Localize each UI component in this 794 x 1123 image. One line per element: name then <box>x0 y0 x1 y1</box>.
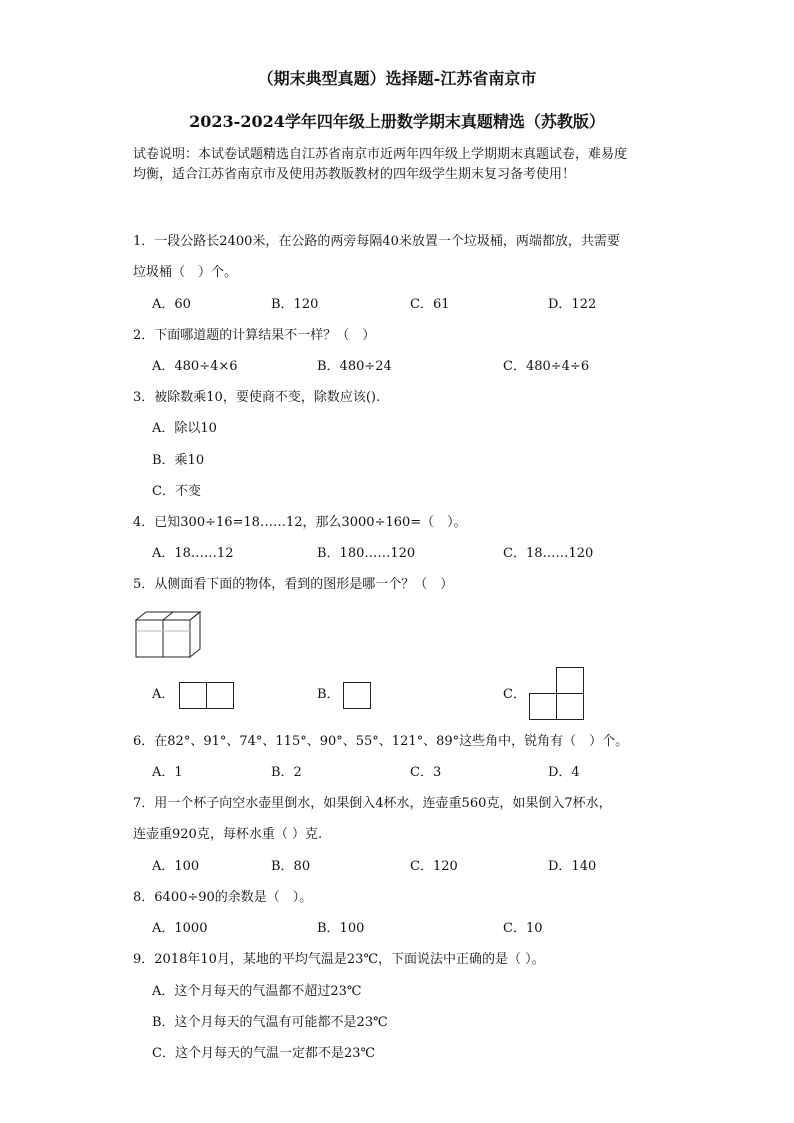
question-4-option-a: A．18……12 <box>152 546 234 561</box>
option-a-right-square <box>206 682 234 709</box>
question-5-option-c: C． <box>503 687 526 702</box>
question-3-stem: 3．被除数乘10，要使商不变，除数应该(). <box>133 390 381 405</box>
question-4-option-b: B．180……120 <box>317 546 416 561</box>
question-3-option-c: C．不变 <box>152 484 201 499</box>
question-7-option-a: A．100 <box>152 859 200 874</box>
question-1-option-d: D．122 <box>548 297 597 312</box>
question-7-stem-line1: 7．用一个杯子向空水壶里倒水，如果倒入4杯水，连壶重560克，如果倒入7杯水， <box>133 796 612 811</box>
question-9-option-c: C．这个月每天的气温一定都不是23℃ <box>152 1046 376 1061</box>
page-title: （期末典型真题）选择题-江苏省南京市 <box>257 69 537 88</box>
question-2-option-c: C．480÷4÷6 <box>503 359 590 374</box>
question-6-option-d: D．4 <box>548 765 580 780</box>
question-5-option-a: A． <box>152 687 175 702</box>
question-3-option-b: B．乘10 <box>152 453 205 468</box>
option-b-square <box>343 682 371 709</box>
question-7-option-b: B．80 <box>271 859 311 874</box>
question-2-option-a: A．480÷4×6 <box>152 359 238 374</box>
question-7-stem-line2: 连壶重920克，每杯水重（ ）克. <box>133 827 323 842</box>
option-c-bottom-left-square <box>529 693 557 720</box>
question-6-stem: 6．在82°、91°、74°、115°、90°、55°、121°、89°这些角中，锐角有（ ）个。 <box>133 734 629 749</box>
question-4-option-c: C．18……120 <box>503 546 594 561</box>
question-8-stem: 8．6400÷90的余数是（ ）。 <box>133 890 313 905</box>
question-1-stem-line1: 1．一段公路长2400米，在公路的两旁每隔40米放置一个垃圾桶，两端都放，共需要 <box>133 234 620 249</box>
question-9-option-b: B．这个月每天的气温有可能都不是23℃ <box>152 1015 388 1030</box>
question-6-option-b: B．2 <box>271 765 302 780</box>
question-7-option-c: C．120 <box>410 859 458 874</box>
question-7-option-d: D．140 <box>548 859 597 874</box>
question-8-option-c: C．10 <box>503 921 543 936</box>
option-c-bottom-right-square <box>556 693 584 720</box>
question-1-option-a: A．60 <box>152 297 191 312</box>
question-2-option-b: B．480÷24 <box>317 359 392 374</box>
question-3-option-a: A．除以10 <box>152 421 217 436</box>
option-c-top-square <box>556 667 584 694</box>
question-2-stem: 2．下面哪道题的计算结果不一样？（ ） <box>133 328 376 343</box>
paper-description-line2: 均衡，适合江苏省南京市及使用苏教版教材的四年级学生期末复习备考使用！ <box>133 167 576 182</box>
question-4-stem: 4．已知300÷16=18……12，那么3000÷160=（ ）。 <box>133 515 467 530</box>
paper-description-line1: 试卷说明：本试卷试题精选自江苏省南京市近两年四年级上学期期末真题试卷，难易度 <box>133 147 628 162</box>
question-6-option-a: A．1 <box>152 765 183 780</box>
question-9-option-a: A．这个月每天的气温都不超过23℃ <box>152 984 362 999</box>
question-5-stem: 5．从侧面看下面的物体，看到的图形是哪一个？（ ） <box>133 577 454 592</box>
cube-solid-figure <box>135 611 205 659</box>
option-a-left-square <box>179 682 207 709</box>
question-9-stem: 9．2018年10月，某地的平均气温是23℃，下面说法中正确的是（ ）。 <box>133 952 545 967</box>
question-6-option-c: C．3 <box>410 765 442 780</box>
question-1-stem-line2: 垃圾桶（ ）个。 <box>133 265 238 280</box>
question-8-option-a: A．1000 <box>152 921 208 936</box>
page-subtitle: 2023-2024学年四年级上册数学期末真题精选（苏教版） <box>189 112 605 131</box>
question-5-option-b: B． <box>317 687 340 702</box>
question-1-option-b: B．120 <box>271 297 319 312</box>
question-8-option-b: B．100 <box>317 921 365 936</box>
question-1-option-c: C．61 <box>410 297 450 312</box>
